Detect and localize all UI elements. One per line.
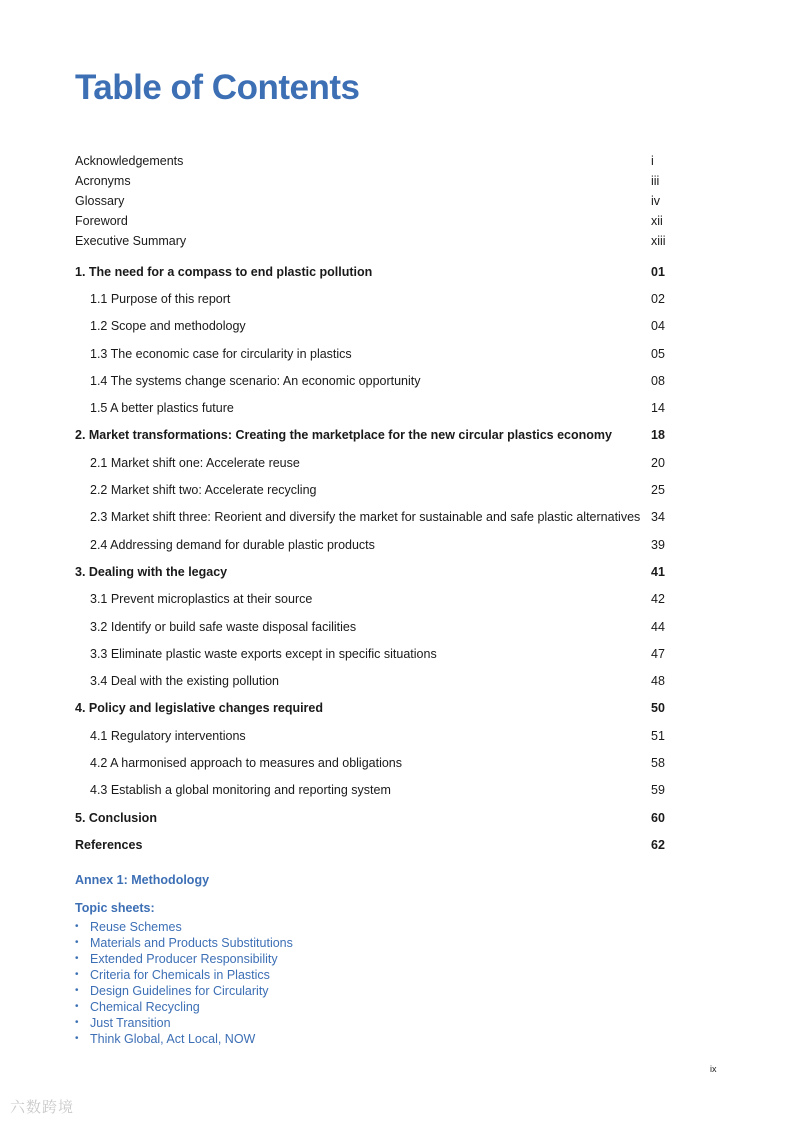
topic-sheet-label: Design Guidelines for Circularity [90, 984, 269, 998]
toc-section-page: 20 [651, 455, 665, 470]
toc-section-label: 2.1 Market shift one: Accelerate reuse [90, 455, 300, 470]
toc-chapter-label: 4. Policy and legislative changes required [75, 701, 324, 716]
toc-section-page: 08 [651, 373, 665, 388]
toc-section-page: 25 [651, 483, 665, 498]
toc-section[interactable] [75, 531, 665, 558]
toc-chapter[interactable] [75, 558, 665, 585]
toc-chapter[interactable] [75, 831, 665, 858]
topic-sheet-label: Think Global, Act Local, NOW [90, 1032, 256, 1046]
topic-sheet-label: Reuse Schemes [90, 920, 182, 934]
toc-section-label: 4.1 Regulatory interventions [90, 728, 246, 743]
toc-entry[interactable] [75, 151, 665, 171]
toc-section[interactable] [75, 340, 665, 367]
toc-chapter-label: 5. Conclusion [75, 810, 157, 825]
toc-section-label: 2.2 Market shift two: Accelerate recycling [90, 483, 317, 498]
toc-section[interactable] [75, 449, 665, 476]
toc-section-page: 59 [651, 783, 665, 798]
toc-section-label: 1.2 Scope and methodology [90, 319, 246, 334]
toc-entry[interactable] [75, 231, 665, 251]
toc-section[interactable] [75, 749, 665, 776]
toc-section-page: 47 [651, 646, 665, 661]
toc-list [75, 151, 665, 859]
topic-sheet-item[interactable] [75, 1031, 293, 1047]
watermark-text: 六数跨境 [10, 1098, 75, 1116]
topic-sheet-label: Criteria for Chemicals in Plastics [90, 968, 270, 982]
toc-section[interactable] [75, 504, 665, 531]
topic-sheet-item[interactable] [75, 983, 293, 999]
toc-section[interactable] [75, 476, 665, 503]
topic-sheet-item[interactable] [75, 919, 293, 935]
toc-section-label: 1.4 The systems change scenario: An economic opportunity [90, 373, 421, 388]
toc-section-page: 51 [651, 728, 665, 743]
toc-section[interactable] [75, 667, 665, 694]
toc-chapter-label: 3. Dealing with the legacy [75, 564, 228, 579]
toc-chapter-label: 1. The need for a compass to end plastic pollution [75, 264, 373, 279]
topics-heading: Topic sheets: [75, 901, 155, 915]
toc-chapter-label: References [75, 837, 143, 852]
toc-section[interactable] [75, 313, 665, 340]
topic-sheet-item[interactable] [75, 1015, 293, 1031]
toc-chapter-page: 01 [651, 264, 665, 279]
toc-chapter[interactable] [75, 804, 665, 831]
toc-section-label: 3.2 Identify or build safe waste disposal facilities [90, 619, 357, 634]
topic-sheet-label: Extended Producer Responsibility [90, 952, 278, 966]
topic-sheet-list [75, 919, 293, 1047]
toc-section-page: 34 [651, 510, 665, 525]
bullet-icon: • [75, 953, 79, 964]
toc-chapter-page: 18 [651, 428, 665, 443]
toc-section-label: 4.3 Establish a global monitoring and reporting system [90, 783, 391, 798]
toc-section-page: 58 [651, 755, 665, 770]
topic-sheet-item[interactable] [75, 951, 293, 967]
toc-chapter[interactable] [75, 695, 665, 722]
toc-section[interactable] [75, 285, 665, 312]
toc-section-label: 3.1 Prevent microplastics at their source [90, 592, 313, 607]
page-number: ix [710, 1064, 717, 1074]
page-title: Table of Contents [75, 68, 360, 107]
toc-entry-page: xiii [651, 234, 666, 248]
toc-section[interactable] [75, 722, 665, 749]
topic-sheet-label: Materials and Products Substitutions [90, 936, 293, 950]
topic-sheet-item[interactable] [75, 967, 293, 983]
bullet-icon: • [75, 969, 79, 980]
toc-section-page: 44 [651, 619, 665, 634]
toc-section-page: 39 [651, 537, 665, 552]
toc-section-label: 3.3 Eliminate plastic waste exports except in specific situations [90, 646, 437, 661]
annex-link[interactable]: Annex 1: Methodology [75, 873, 210, 887]
toc-section[interactable] [75, 586, 665, 613]
toc-entry[interactable] [75, 211, 665, 231]
toc-section-label: 1.3 The economic case for circularity in plastics [90, 346, 352, 361]
toc-section[interactable] [75, 613, 665, 640]
toc-entry-page: xii [651, 214, 663, 228]
toc-entry-label: Executive Summary [75, 234, 187, 248]
toc-section-label: 2.3 Market shift three: Reorient and diversify the market for sustainable and safe plastic alternatives [90, 510, 641, 525]
toc-entry[interactable] [75, 171, 665, 191]
bullet-icon: • [75, 1001, 79, 1012]
toc-section-label: 3.4 Deal with the existing pollution [90, 674, 280, 689]
toc-section-page: 02 [651, 291, 665, 306]
toc-entry-page: iv [651, 194, 661, 208]
toc-entry-page: i [651, 154, 654, 168]
toc-section[interactable] [75, 640, 665, 667]
toc-section-label: 1.1 Purpose of this report [90, 291, 231, 306]
toc-entry-label: Foreword [75, 214, 128, 228]
toc-section[interactable] [75, 777, 665, 804]
toc-chapter-page: 50 [651, 701, 665, 716]
bullet-icon: • [75, 937, 79, 948]
toc-entry-label: Acronyms [75, 174, 131, 188]
toc-section-page: 04 [651, 319, 665, 334]
toc-section-label: 2.4 Addressing demand for durable plastic products [90, 537, 375, 552]
toc-chapter[interactable] [75, 258, 665, 285]
topic-sheet-label: Chemical Recycling [90, 1000, 200, 1014]
bullet-icon: • [75, 921, 79, 932]
toc-entry-label: Acknowledgements [75, 154, 184, 168]
spacer [75, 251, 665, 258]
bullet-icon: • [75, 1017, 79, 1028]
toc-section-page: 48 [651, 674, 665, 689]
toc-chapter-page: 60 [651, 810, 665, 825]
toc-section-label: 1.5 A better plastics future [90, 401, 234, 416]
toc-section-page: 05 [651, 346, 665, 361]
toc-section[interactable] [75, 367, 665, 394]
toc-section-label: 4.2 A harmonised approach to measures and obligations [90, 755, 403, 770]
toc-chapter[interactable] [75, 422, 665, 449]
toc-entry-page: iii [651, 174, 660, 188]
toc-entry-label: Glossary [75, 194, 125, 208]
toc-chapter-page: 41 [651, 564, 665, 579]
toc-section[interactable] [75, 394, 665, 421]
toc-chapter-page: 62 [651, 837, 665, 852]
toc-entry[interactable] [75, 191, 665, 211]
bullet-icon: • [75, 1033, 79, 1044]
topic-sheet-item[interactable] [75, 935, 293, 951]
bullet-icon: • [75, 985, 79, 996]
toc-section-page: 14 [651, 401, 665, 416]
topic-sheet-item[interactable] [75, 999, 293, 1015]
toc-chapter-label: 2. Market transformations: Creating the marketplace for the new circular plastics economy [75, 428, 612, 443]
toc-section-page: 42 [651, 592, 665, 607]
topic-sheet-label: Just Transition [90, 1016, 171, 1030]
